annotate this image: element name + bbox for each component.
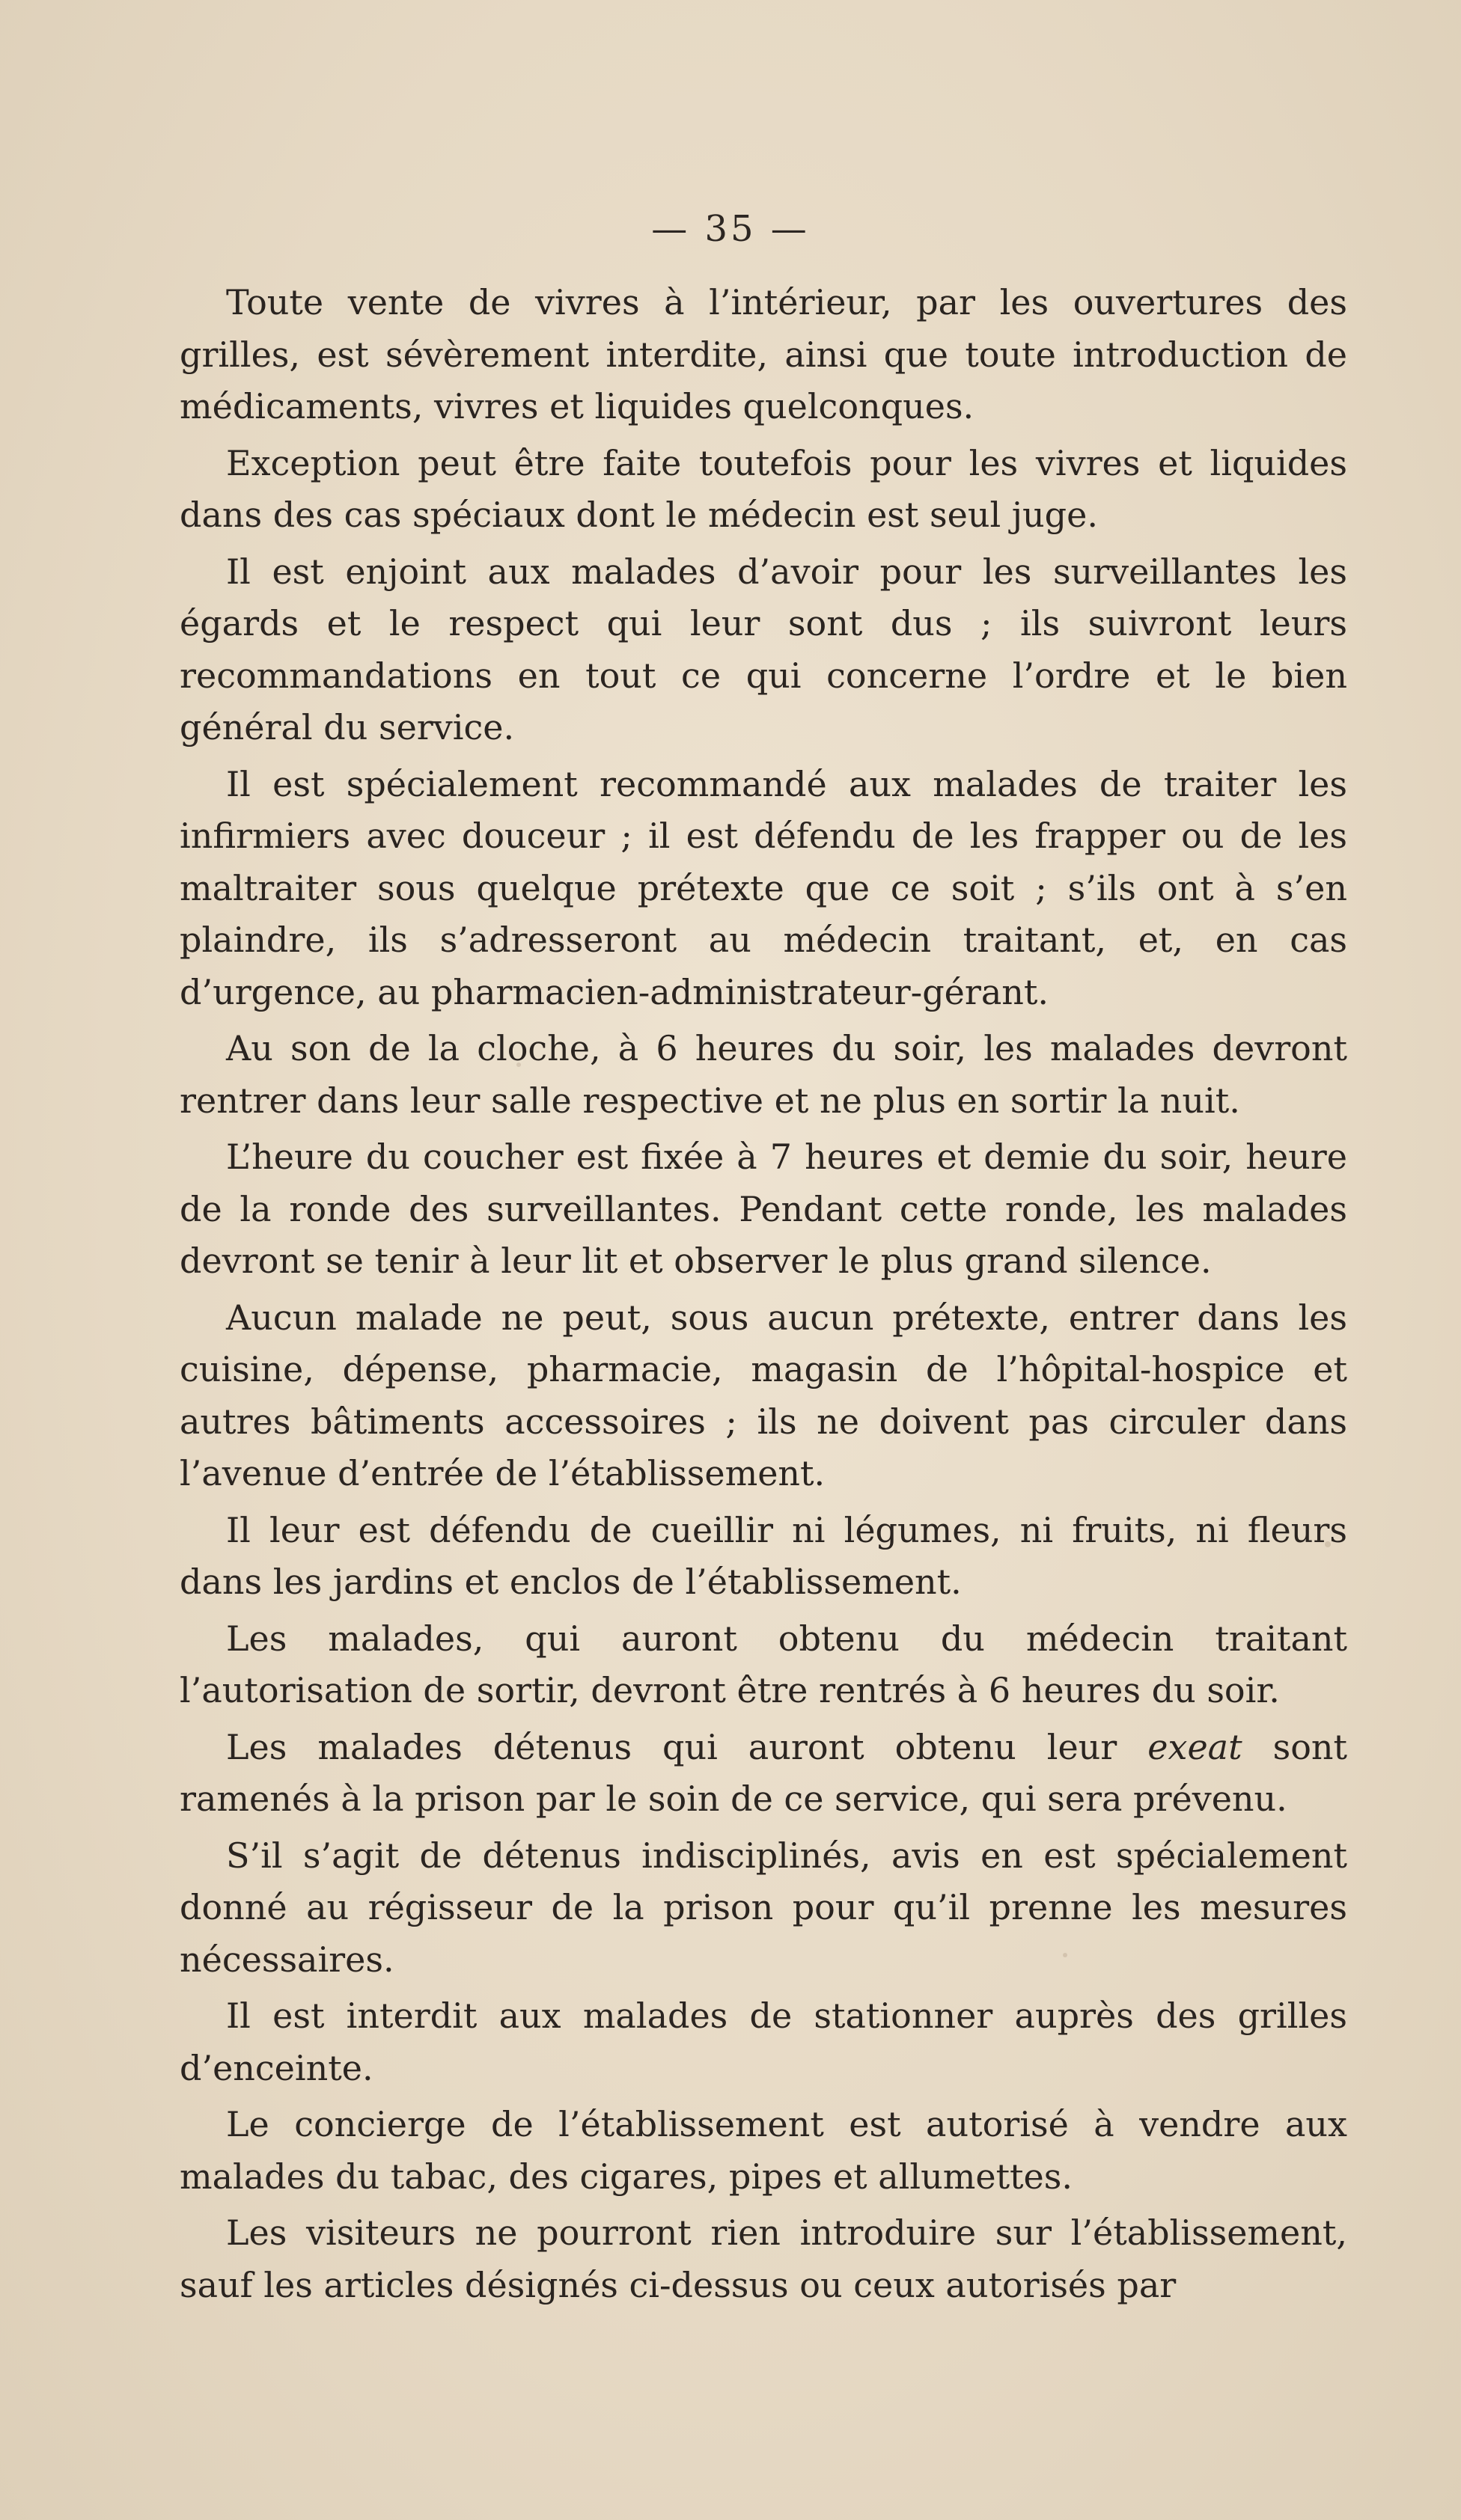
paragraph: Aucun malade ne peut, sous aucun prétexte, entrer dans les cuisine, dépense, pharmacie, magasin de l’hôpital-hospice et autres bâtiments accessoires ; ils ne doivent pas circuler dans l’avenue d’entrée de l’établissement. (180, 1297, 1347, 1493)
paragraph: Toute vente de vivres à l’intérieur, par les ouvertures des grilles, est sévèrement interdite, ainsi que toute introduction de médicaments, vivres et liquides quelconques. (180, 282, 1347, 426)
paragraph: Au son de la cloche, à 6 heures du soir, les malades devront rentrer dans leur salle respective et ne plus en sortir la nuit. (180, 1028, 1347, 1121)
paragraph: S’il s’agit de détenus indisciplinés, avis en est spécialement donné au régisseur de la prison pour qu’il prenne les mesures nécessaires. (180, 1835, 1347, 1980)
paragraph: Il est spécialement recommandé aux malades de traiter les infirmiers avec douceur ; il est défendu de les frapper ou de les maltraiter sous quelque prétexte que ce soit ; s’ils ont à s’en plaindre, ils s’adresseront au médecin traitant, et, en cas d’urgence, au pharmacien-administrateur-gérant. (180, 763, 1347, 1012)
page-number: — 35 — (651, 208, 810, 250)
paragraph: Les visiteurs ne pourront rien introduire sur l’établissement, sauf les articles désignés ci-dessus ou ceux autorisés par (180, 2212, 1347, 2305)
paragraph: Les malades détenus qui auront obtenu leur exeat sont ramenés à la prison par le soin de ce service, qui sera prévenu. (180, 1726, 1347, 1819)
paragraph: Il leur est défendu de cueillir ni légumes, ni fruits, ni fleurs dans les jardins et enclos de l’établissement. (180, 1509, 1347, 1602)
paragraph: L’heure du coucher est fixée à 7 heures et demie du soir, heure de la ronde des surveillantes. Pendant cette ronde, les malades devront se tenir à leur lit et observer le plus grand silence. (180, 1137, 1347, 1281)
paragraph: Le concierge de l’établissement est autorisé à vendre aux malades du tabac, des cigares, pipes et allumettes. (180, 2104, 1347, 2197)
italic-term: exeat (1147, 1726, 1242, 1767)
paragraph: Exception peut être faite toutefois pour les vivres et liquides dans des cas spéciaux dont le médecin est seul juge. (180, 442, 1347, 535)
body-text (180, 277, 1347, 2316)
paragraph: Il est enjoint aux malades d’avoir pour les surveillantes les égards et le respect qui leur sont dus ; ils suivront leurs recommandations en tout ce qui concerne l’ordre et le bien général du service. (180, 551, 1347, 747)
paragraph: Il est interdit aux malades de stationner auprès des grilles d’enceinte. (180, 1995, 1347, 2088)
paragraph: Les malades, qui auront obtenu du médecin traitant l’autorisation de sortir, devront être rentrés à 6 heures du soir. (180, 1618, 1347, 1710)
